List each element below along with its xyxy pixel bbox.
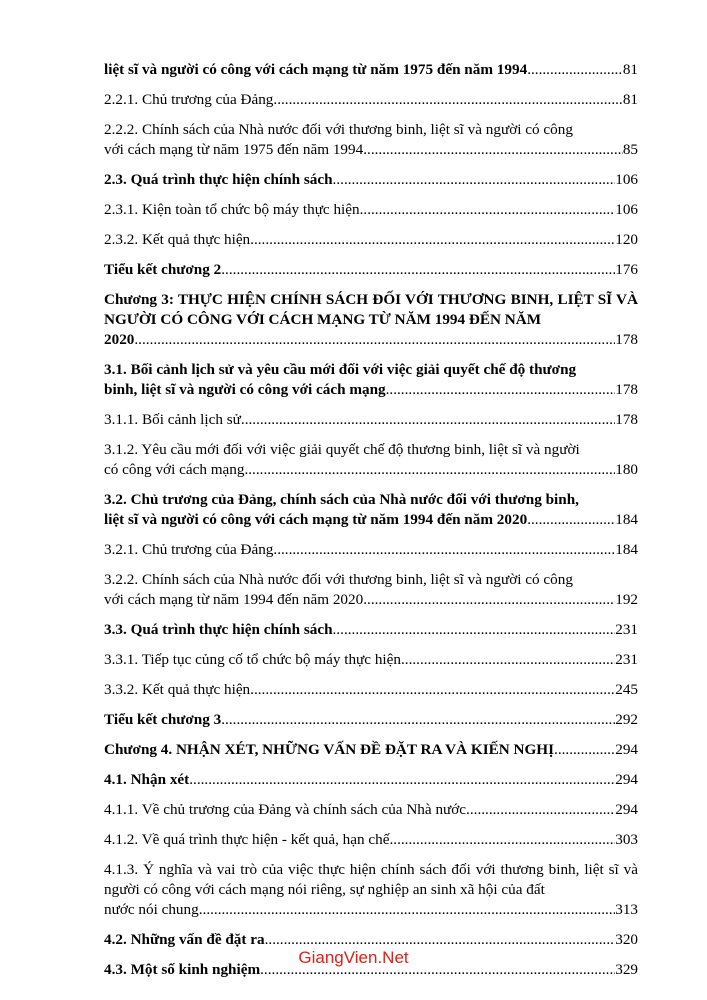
dot-leader [221, 260, 615, 280]
toc-entry[interactable] [104, 120, 638, 160]
toc-entry[interactable] [104, 770, 638, 790]
page-number: 231 [615, 651, 638, 668]
toc-entry-heading: 3.1. Bối cảnh lịch sử và yêu cầu mới đối với việc giải quyết chế độ thương [104, 361, 577, 378]
page-number: 81 [622, 61, 638, 78]
page-number: 245 [615, 681, 638, 698]
toc-entry-text: 3.2.1. Chủ trương của Đảng [104, 541, 274, 558]
toc-entry-text: 4.3. Một số kinh nghiệm [104, 961, 261, 978]
page-number: 294 [615, 801, 638, 818]
toc-entry-text: liệt sĩ và người có công với cách mạng từ năm 1994 đến năm 2020 [104, 511, 528, 528]
toc-entry-last-line [104, 140, 638, 160]
toc-entry[interactable] [104, 860, 638, 920]
toc-entry-heading: 3.2.2. Chính sách của Nhà nước đối với thương binh, liệt sĩ và người có công [104, 571, 573, 588]
dot-leader [265, 930, 616, 950]
toc-entry[interactable] [104, 360, 638, 400]
toc-entry-text: 4.1.2. Về quá trình thực hiện - kết quả, hạn chế [104, 831, 390, 848]
page-number: 176 [615, 261, 638, 278]
toc-entry-last-line [104, 460, 638, 480]
toc-entry[interactable] [104, 540, 638, 560]
toc-entry-text: với cách mạng từ năm 1994 đến năm 2020 [104, 591, 364, 608]
toc-entry-text: 3.3.1. Tiếp tục củng cố tổ chức bộ máy thực hiện [104, 651, 401, 668]
toc-entry-text: 2.3. Quá trình thực hiện chính sách [104, 171, 333, 188]
page-number: 192 [615, 591, 638, 608]
toc-entry-heading: Chương 3: THỰC HIỆN CHÍNH SÁCH ĐỐI VỚI THƯƠNG BINH, LIỆT SĨ VÀ NGƯỜI CÓ CÔNG VỚI CÁCH MẠNG TỪ NĂM 1994 ĐẾN NĂM [104, 291, 638, 328]
toc-entry[interactable] [104, 200, 638, 220]
page-number: 292 [615, 711, 638, 728]
toc-entry-text: binh, liệt sĩ và người có công với cách mạng [104, 381, 386, 398]
toc-entry[interactable] [104, 60, 638, 80]
dot-leader [273, 540, 615, 560]
toc-entry-text: với cách mạng từ năm 1975 đến năm 1994 [104, 141, 364, 158]
toc-entry-text: 3.3. Quá trình thực hiện chính sách [104, 621, 333, 638]
toc-entry-last-line [104, 590, 638, 610]
dot-leader [250, 680, 615, 700]
toc-entry[interactable] [104, 410, 638, 430]
page-number: 184 [615, 541, 638, 558]
toc-entry-text: 4.2. Những vấn đề đặt ra [104, 931, 265, 948]
dot-leader [250, 230, 615, 250]
toc-entry-heading: 4.1.3. Ý nghĩa và vai trò của việc thực hiện chính sách đối với thương binh, liệt sĩ và người có công với cách mạng nói riêng, sự nghiệp an sinh xã hội của đất [104, 861, 638, 898]
dot-leader [363, 590, 615, 610]
toc-entry-text: 2.2.1. Chủ trương của Đảng [104, 91, 274, 108]
toc-entry[interactable] [104, 290, 638, 350]
toc-entry-text: Tiểu kết chương 2 [104, 261, 222, 278]
toc-entry[interactable] [104, 930, 638, 950]
toc-entry-text: 3.1.1. Bối cảnh lịch sử [104, 411, 241, 428]
page-number: 106 [615, 171, 638, 188]
toc-entry-text: 2020 [104, 331, 135, 348]
toc-entry[interactable] [104, 490, 638, 530]
toc-entry[interactable] [104, 710, 638, 730]
page-number: 294 [615, 771, 638, 788]
toc-entry[interactable] [104, 650, 638, 670]
table-of-contents [104, 60, 638, 990]
page-number: 178 [615, 331, 638, 348]
page-number: 329 [615, 961, 638, 978]
dot-leader [527, 510, 615, 530]
toc-entry-last-line [104, 900, 638, 920]
toc-entry[interactable] [104, 230, 638, 250]
toc-entry-text: 2.3.2. Kết quả thực hiện [104, 231, 251, 248]
toc-entry-text: 3.3.2. Kết quả thực hiện [104, 681, 251, 698]
toc-entry[interactable] [104, 800, 638, 820]
toc-entry-heading: 3.2. Chủ trương của Đảng, chính sách của Nhà nước đối với thương binh, [104, 491, 579, 508]
dot-leader [527, 60, 623, 80]
dot-leader [134, 330, 615, 350]
toc-entry[interactable] [104, 570, 638, 610]
toc-entry[interactable] [104, 170, 638, 190]
page-number: 178 [615, 411, 638, 428]
dot-leader [333, 620, 616, 640]
toc-entry[interactable] [104, 680, 638, 700]
toc-entry-last-line [104, 510, 638, 530]
page-number: 303 [615, 831, 638, 848]
toc-entry-text: Tiểu kết chương 3 [104, 711, 222, 728]
page-number: 120 [615, 231, 638, 248]
dot-leader [389, 830, 615, 850]
dot-leader [221, 710, 615, 730]
page-number: 85 [622, 141, 638, 158]
page-number: 180 [615, 461, 638, 478]
toc-entry-text: 2.3.1. Kiện toàn tổ chức bộ máy thực hiện [104, 201, 360, 218]
toc-entry-text: 4.1. Nhận xét [104, 771, 190, 788]
page-number: 294 [615, 741, 638, 758]
toc-entry-last-line [104, 330, 638, 350]
toc-entry[interactable] [104, 620, 638, 640]
toc-entry[interactable] [104, 440, 638, 480]
dot-leader [466, 800, 615, 820]
toc-entry-text: Chương 4. NHẬN XÉT, NHỮNG VẤN ĐỀ ĐẶT RA VÀ KIẾN NGHỊ [104, 741, 555, 758]
toc-entry[interactable] [104, 830, 638, 850]
page-number: 320 [615, 931, 638, 948]
page-number: 178 [615, 381, 638, 398]
dot-leader [241, 410, 615, 430]
watermark-text: GiangVien.Net [298, 948, 409, 967]
toc-entry[interactable] [104, 740, 638, 760]
dot-leader [273, 90, 622, 110]
dot-leader [554, 740, 615, 760]
page-number: 81 [622, 91, 638, 108]
page-number: 231 [615, 621, 638, 638]
dot-leader [360, 200, 616, 220]
toc-entry-text: có công với cách mạng [104, 461, 245, 478]
dot-leader [363, 140, 623, 160]
dot-leader [199, 900, 616, 920]
toc-entry[interactable] [104, 90, 638, 110]
dot-leader [401, 650, 615, 670]
toc-entry-heading: 3.1.2. Yêu cầu mới đối với việc giải quyết chế độ thương binh, liệt sĩ và người [104, 441, 580, 458]
toc-entry-heading: 2.2.2. Chính sách của Nhà nước đối với thương binh, liệt sĩ và người có công [104, 121, 573, 138]
page-number: 184 [615, 511, 638, 528]
dot-leader [189, 770, 615, 790]
toc-entry[interactable] [104, 260, 638, 280]
toc-entry-text: liệt sĩ và người có công với cách mạng từ năm 1975 đến năm 1994 [104, 61, 528, 78]
toc-entry-last-line [104, 380, 638, 400]
page-number: 106 [615, 201, 638, 218]
dot-leader [333, 170, 616, 190]
dot-leader [386, 380, 616, 400]
page-number: 313 [615, 901, 638, 918]
toc-entry-text: nước nói chung [104, 901, 199, 918]
toc-entry-text: 4.1.1. Về chủ trương của Đảng và chính sách của Nhà nước [104, 801, 467, 818]
dot-leader [244, 460, 615, 480]
